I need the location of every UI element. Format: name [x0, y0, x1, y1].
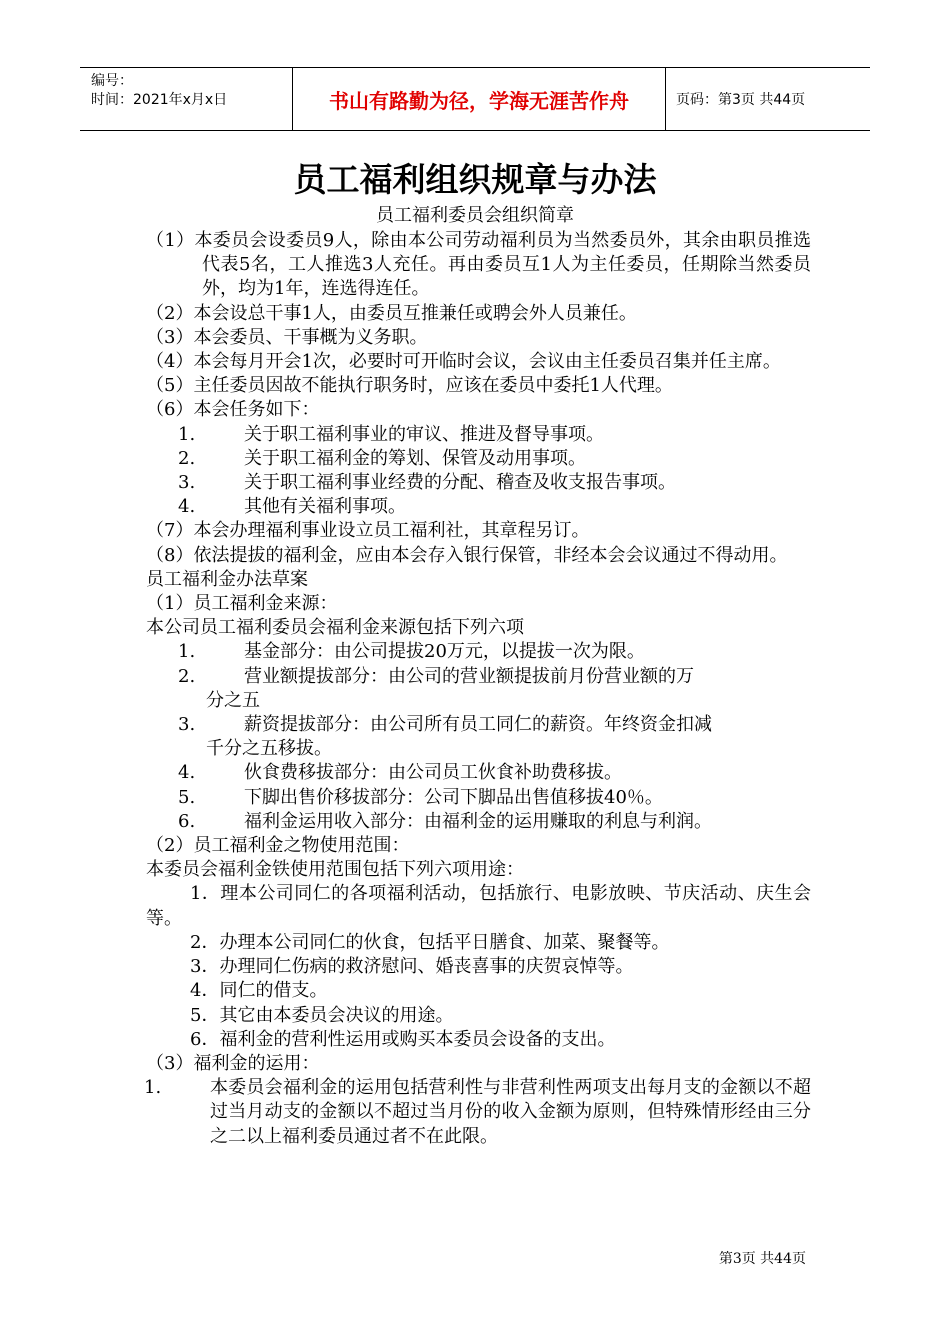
paragraph: 本公司员工福利委员会福利金来源包括下列六项: [146, 617, 524, 639]
clause: （8）依法提拔的福利金，应由本会存入银行保管，非经本会会议通过不得动用。: [146, 544, 788, 566]
list-item: 3．办理同仁伤病的救济慰问、婚丧喜事的庆贺哀悼等。: [190, 956, 634, 978]
clause: （1）本委员会设委员9人，除由本公司劳动福利员为当然委员外，其余由职员推选代表5名，工人推选3人充任。再由委员互1人为主任委员，任期除当然委员外，均为1年，连选得连任。: [146, 230, 811, 300]
list-item: 2. 营业额提拔部分：由公司的营业额提拔前月份营业额的万 分之五: [178, 665, 694, 711]
list-item: 1. 关于职工福利事业的审议、推进及督导事项。: [178, 423, 604, 445]
clause: （4）本会每月开会1次，必要时可开临时会议，会议由主任委员召集并任主席。: [146, 351, 781, 373]
document-subtitle: 员工福利委员会组织简章: [376, 205, 574, 226]
list-item: 1. 基金部分：由公司提拔20万元，以提拔一次为限。: [178, 641, 645, 663]
list-item: 5．其它由本委员会决议的用途。: [190, 1004, 454, 1026]
page-header: [80, 67, 870, 131]
clause: （7）本会办理福利事业设立员工福利社，其章程另订。: [146, 520, 590, 542]
clause: （2）本会设总干事1人，由委员互推兼任或聘会外人员兼任。: [146, 302, 637, 324]
list-item: 6．福利金的营利性运用或购买本委员会设备的支出。: [190, 1028, 616, 1050]
list-item: 4. 其他有关福利事项。: [178, 496, 406, 518]
clause: （3）本会委员、干事概为义务职。: [146, 326, 428, 348]
document-number: 编号：: [91, 73, 133, 89]
list-item: 1. 本委员会福利金的运用包括营利性与非营利性两项支出每月支的金额以不超过当月动支的金额以不超过当月份的收入金额为原则，但特殊情形经由三分之二以上福利委员通过者不在此限。: [144, 1077, 811, 1147]
list-item: 4. 伙食费移拔部分：由公司员工伙食补助费移拔。: [178, 762, 622, 784]
header-meta: [80, 68, 293, 130]
list-item: 6. 福利金运用收入部分：由福利金的运用赚取的利息与利润。: [178, 810, 712, 832]
paragraph: 本委员会福利金铁使用范围包括下列六项用途：: [146, 859, 524, 881]
subsection-heading: （2）员工福利金之物使用范围：: [146, 835, 410, 857]
page-footer: 第3页 共44页: [718, 1251, 806, 1267]
subsection-heading: （3）福利金的运用：: [146, 1052, 320, 1074]
header-motto: 书山有路勤为径，学海无涯苦作舟: [293, 68, 666, 130]
document-body: [146, 229, 811, 1149]
list-item: 3. 关于职工福利事业经费的分配、稽查及收支报告事项。: [178, 472, 676, 494]
list-item: 2. 关于职工福利金的筹划、保管及动用事项。: [178, 447, 586, 469]
section-heading: 员工福利金办法草案: [146, 568, 308, 590]
document-title: 员工福利组织规章与办法: [293, 160, 657, 199]
document-date: 时间：2021年x月x日: [91, 92, 228, 108]
list-item: 4．同仁的借支。: [190, 980, 328, 1002]
clause: （6）本会任务如下：: [146, 399, 320, 421]
list-item: 5. 下脚出售价移拔部分：公司下脚品出售值移拔40％。: [178, 786, 663, 808]
list-item: 3. 薪资提拔部分：由公司所有员工同仁的薪资。年终资金扣减 千分之五移拔。: [178, 714, 712, 760]
list-item: 1．理本公司同仁的各项福利活动，包括旅行、电影放映、节庆活动、庆生会等。: [146, 883, 811, 929]
subsection-heading: （1）员工福利金来源：: [146, 593, 338, 615]
clause: （5）主任委员因故不能执行职务时，应该在委员中委托1人代理。: [146, 375, 673, 397]
list-item: 2．办理本公司同仁的伙食，包括平日膳食、加菜、聚餐等。: [190, 931, 670, 953]
header-page-number: 页码：第3页 共44页: [676, 92, 806, 108]
